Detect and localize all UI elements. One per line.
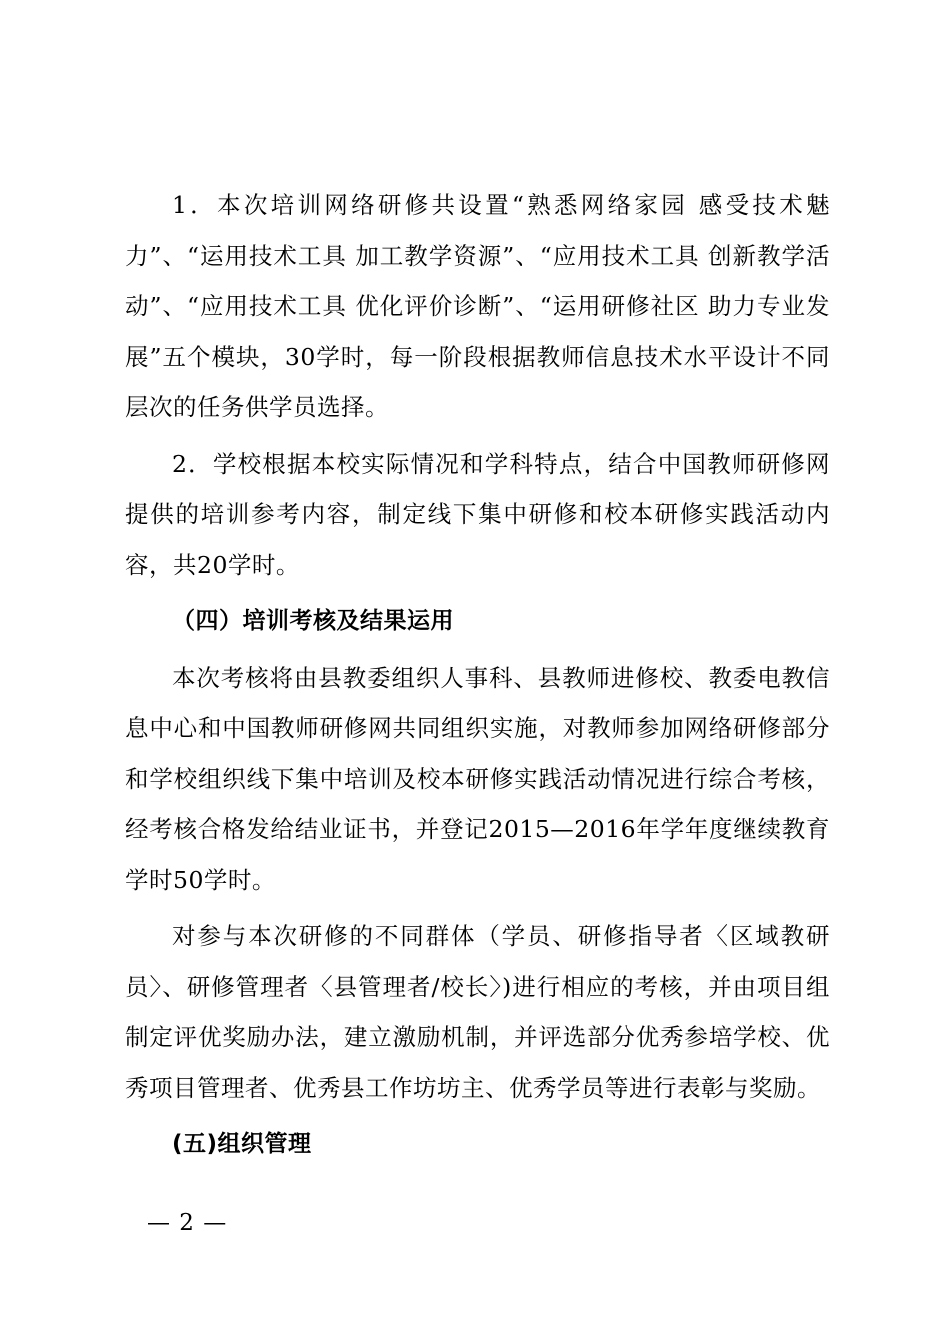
paragraph-modules: 1．本次培训网络研修共设置“熟悉网络家园 感受技术魅力”、“运用技术工具 加工教学资源”、“应用技术工具 创新教学活动”、“应用技术工具 优化评价诊断”、“运用研修社区 助力专业发展”五个模块，30学时，每一阶段根据教师信息技术水平设计不同层次的任务供学员选择。 [125, 191, 830, 421]
paragraph-assessment: 本次考核将由县教委组织人事科、县教师进修校、教委电教信息中心和中国教师研修网共同组织实施，对教师参加网络研修部分和学校组织线下集中培训及校本研修实践活动情况进行综合考核，经考核合格发给结业证书，并登记2015—2016年学年度继续教育学时50学时。 [125, 663, 830, 894]
document-body [125, 180, 830, 1170]
page-number: — 2 — [147, 1210, 228, 1236]
section-heading-assessment: （四）培训考核及结果运用 [172, 608, 454, 634]
paragraph-incentives: 对参与本次研修的不同群体（学员、研修指导者〈区域教研员〉、研修管理者〈县管理者/校长〉)进行相应的考核，并由项目组制定评优奖励办法，建立激励机制，并评选部分优秀参培学校、优秀项目管理者、优秀县工作坊坊主、优秀学员等进行表彰与奖励。 [125, 922, 830, 1102]
paragraph-school-training: 2．学校根据本校实际情况和学科特点，结合中国教师研修网提供的培训参考内容，制定线下集中研修和校本研修实践活动内容，共20学时。 [125, 449, 830, 579]
section-heading-management: (五)组织管理 [172, 1131, 312, 1157]
